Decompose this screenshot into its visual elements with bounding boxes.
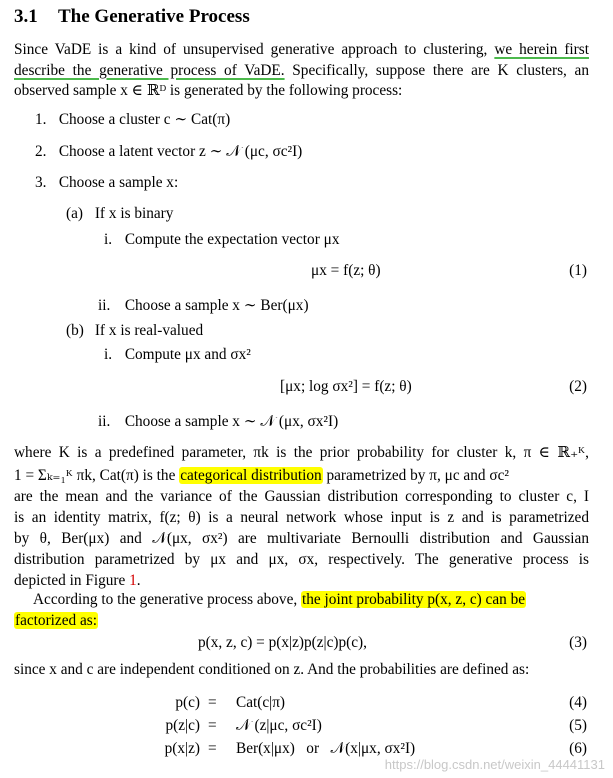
def-number-2: (5)	[569, 717, 587, 734]
where-line-4: is an identity matrix, f(z; θ) is a neural network whose input is z and is parametrized	[14, 509, 589, 526]
highlight-factorized: factorized as:	[15, 612, 97, 629]
where-line-3: are the mean and the variance of the Gaussian distribution corresponding to cluster c, I	[14, 488, 589, 505]
substep-a-ii	[98, 296, 309, 315]
equation-3: p(x, z, c) = p(x|z)p(z|c)p(c),	[198, 634, 367, 651]
step-text: Choose a cluster c ∼ Cat(π)	[58, 111, 231, 128]
substep-a-i	[104, 231, 339, 249]
step-1	[35, 110, 230, 129]
highlight-joint-probability: the joint probability p(x, z, c) can be	[302, 591, 526, 608]
equation-2: [μx; log σx²] = f(z; θ)	[280, 378, 412, 395]
since-line: since x and c are independent conditioned on z. And the probabilities are defined as:	[14, 661, 530, 678]
where-line-5: by θ, Ber(μx) and 𝒩(μx, σx²) are multivariate Bernoulli distribution and Gaussian	[14, 530, 589, 547]
equation-number-1: (1)	[569, 262, 587, 279]
substep-marker: ii.	[98, 297, 111, 314]
step-2	[35, 142, 302, 161]
intro-paragraph	[14, 40, 589, 102]
def-rhs-3: Ber(x|μx) or 𝒩(x|μx, σx²I)	[236, 740, 416, 757]
where-line-7-text: depicted in Figure	[14, 572, 130, 589]
def-lhs-3: p(x|z)	[164, 740, 200, 757]
substep-marker: i.	[104, 231, 113, 248]
def-number-3: (6)	[569, 740, 587, 757]
section-heading	[14, 6, 250, 28]
section-number: 3.1	[14, 6, 38, 27]
step-text: Choose a sample x:	[58, 174, 179, 191]
step-marker: 2.	[35, 143, 47, 160]
case-text: If x is binary	[94, 205, 174, 222]
where-line-2-end: parametrized by π, μc and σc²	[326, 467, 509, 484]
case-marker: (b)	[66, 322, 84, 339]
where-line-6: distribution parametrized by μx and μx, σx, respectively. The generative process is	[14, 551, 589, 568]
substep-text: Compute μx and σx²	[124, 346, 251, 363]
intro-text-1: Since VaDE is a kind of unsupervised generative approach to clustering,	[14, 41, 495, 58]
according-text: According to the generative process above,	[33, 591, 302, 608]
highlight-categorical-distribution: categorical distribution	[180, 467, 322, 484]
step-text: Choose a latent vector z ∼ 𝒩 (μc, σc²I)	[58, 143, 303, 160]
where-line-2	[14, 466, 589, 486]
equation-number-3: (3)	[569, 634, 587, 651]
equation-1: μx = f(z; θ)	[311, 262, 381, 279]
substep-marker: i.	[104, 346, 113, 363]
intro-text-2: Specifically, suppose there are K clusters, an observed sample x ∈ ℝᴰ is generated by the following process:	[14, 61, 589, 99]
def-rhs-2: 𝒩 (z|μc, σc²I)	[236, 717, 322, 734]
substep-marker: ii.	[98, 413, 111, 430]
case-b	[66, 322, 203, 340]
substep-text: Choose a sample x ∼ Ber(μx)	[124, 297, 309, 314]
according-line-1	[33, 590, 608, 610]
def-eq-3: =	[208, 740, 217, 757]
def-eq-2: =	[208, 717, 217, 734]
def-rhs-1: Cat(c|π)	[236, 694, 286, 711]
green-underlined-text: we herein first describe the generative process of VaDE.	[14, 41, 589, 79]
def-lhs-1: p(c)	[175, 694, 200, 711]
according-line-2	[14, 611, 589, 631]
step-marker: 1.	[35, 111, 47, 128]
def-number-1: (4)	[569, 694, 587, 711]
where-line-2-start: 1 = Σₖ₌₁ᴷ πk, Cat(π) is the	[14, 467, 176, 484]
def-lhs-2: p(z|c)	[165, 717, 200, 734]
substep-b-i	[104, 346, 251, 364]
where-line-7-end: .	[136, 572, 141, 589]
substep-text: Compute the expectation vector μx	[124, 231, 340, 248]
substep-text: Choose a sample x ∼ 𝒩 (μx, σx²I)	[124, 413, 339, 430]
substep-b-ii	[98, 412, 338, 431]
step-marker: 3.	[35, 174, 47, 191]
where-line-1: where K is a predefined parameter, πk is the prior probability for cluster k, π ∈ ℝ₊ᴷ,	[14, 444, 589, 461]
case-text: If x is real-valued	[94, 322, 204, 339]
figure-link[interactable]: 1	[129, 572, 137, 589]
where-line-7	[14, 571, 589, 591]
equation-number-2: (2)	[569, 378, 587, 395]
def-eq-1: =	[208, 694, 217, 711]
case-marker: (a)	[66, 205, 83, 222]
watermark: https://blog.csdn.net/weixin_44441131	[384, 757, 605, 772]
step-3	[35, 174, 178, 192]
section-title: The Generative Process	[58, 6, 250, 27]
case-a	[66, 205, 173, 223]
